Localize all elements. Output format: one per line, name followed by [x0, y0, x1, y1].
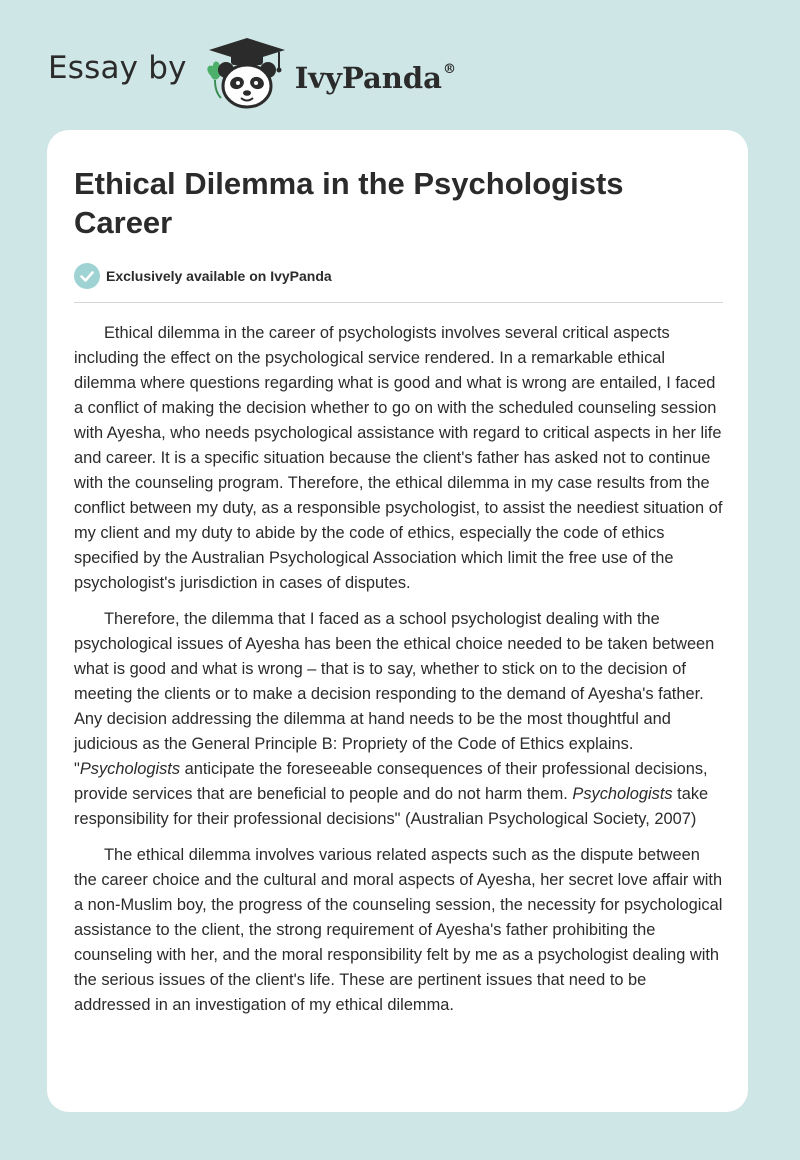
divider	[74, 302, 723, 303]
panda-graduate-icon	[201, 36, 293, 112]
italic-term: Psychologists	[79, 760, 181, 778]
paragraph-3: The ethical dilemma involves various related aspects such as the dispute between the career choice and the cultural and moral aspects of Ayesha, her secret love affair with a non-Muslim boy, the progress of the counseling session, the necessity for psychological assistance to the client, the strong requirement of Ayesha's father prohibiting the counseling with her, and the moral responsibility felt by me as a psychologist dealing with the serious issues of the client's life. These are pertinent issues that need to be addressed in an investigation of my ethical dilemma.	[74, 846, 723, 1014]
brand-prefix: Essay by	[48, 50, 187, 86]
trademark-symbol: ®	[442, 62, 456, 78]
brand-header[interactable]	[48, 34, 456, 114]
check-circle-icon	[74, 263, 100, 289]
exclusive-badge-text: Exclusively available on IvyPanda	[106, 268, 332, 284]
exclusive-badge	[74, 263, 332, 289]
paragraph-1: Ethical dilemma in the career of psychologists involves several critical aspects including the effect on the psychological service rendered. In a remarkable ethical dilemma where questions regarding what is good and what is wrong are entailed, I faced a conflict of making the decision whether to go on with the scheduled counseling session with Ayesha, who needs psychological assistance with regard to critical aspects in her life and career. It is a specific situation because the client's father has asked not to continue with the counseling program. Therefore, the ethical dilemma in my case results from the conflict between my duty, as a responsible psychologist, to assist the neediest situation of my client and my duty to abide by the code of ethics, especially the code of ethics specified by the Australian Psychological Association which limit the free use of the psychologist's jurisdiction in cases of disputes.	[74, 324, 723, 592]
page-title: Ethical Dilemma in the Psychologists Career	[74, 166, 624, 240]
paragraph-2: Therefore, the dilemma that I faced as a school psychologist dealing with the psychological issues of Ayesha has been the ethical choice needed to be taken between what is good and what is wrong – that is to say, whether to stick on to the decision of meeting the clients or to make a decision responding to the demand of Ayesha's father. Any decision addressing the dilemma at hand needs to be the most thoughtful and judicious as the General Principle B: Propriety of the Code of Ethics explains. "Psychologists anticipate the foreseeable consequences of their professional decisions, provide services that are beneficial to people and do not harm them. Psychologists take responsibility for their professional decisions" (Australian Psychological Society, 2007)	[74, 610, 715, 828]
essay-body	[74, 321, 724, 1029]
italic-term: Psychologists	[572, 785, 673, 803]
essay-card	[47, 130, 748, 1112]
brand-name: IvyPanda®	[294, 61, 456, 95]
